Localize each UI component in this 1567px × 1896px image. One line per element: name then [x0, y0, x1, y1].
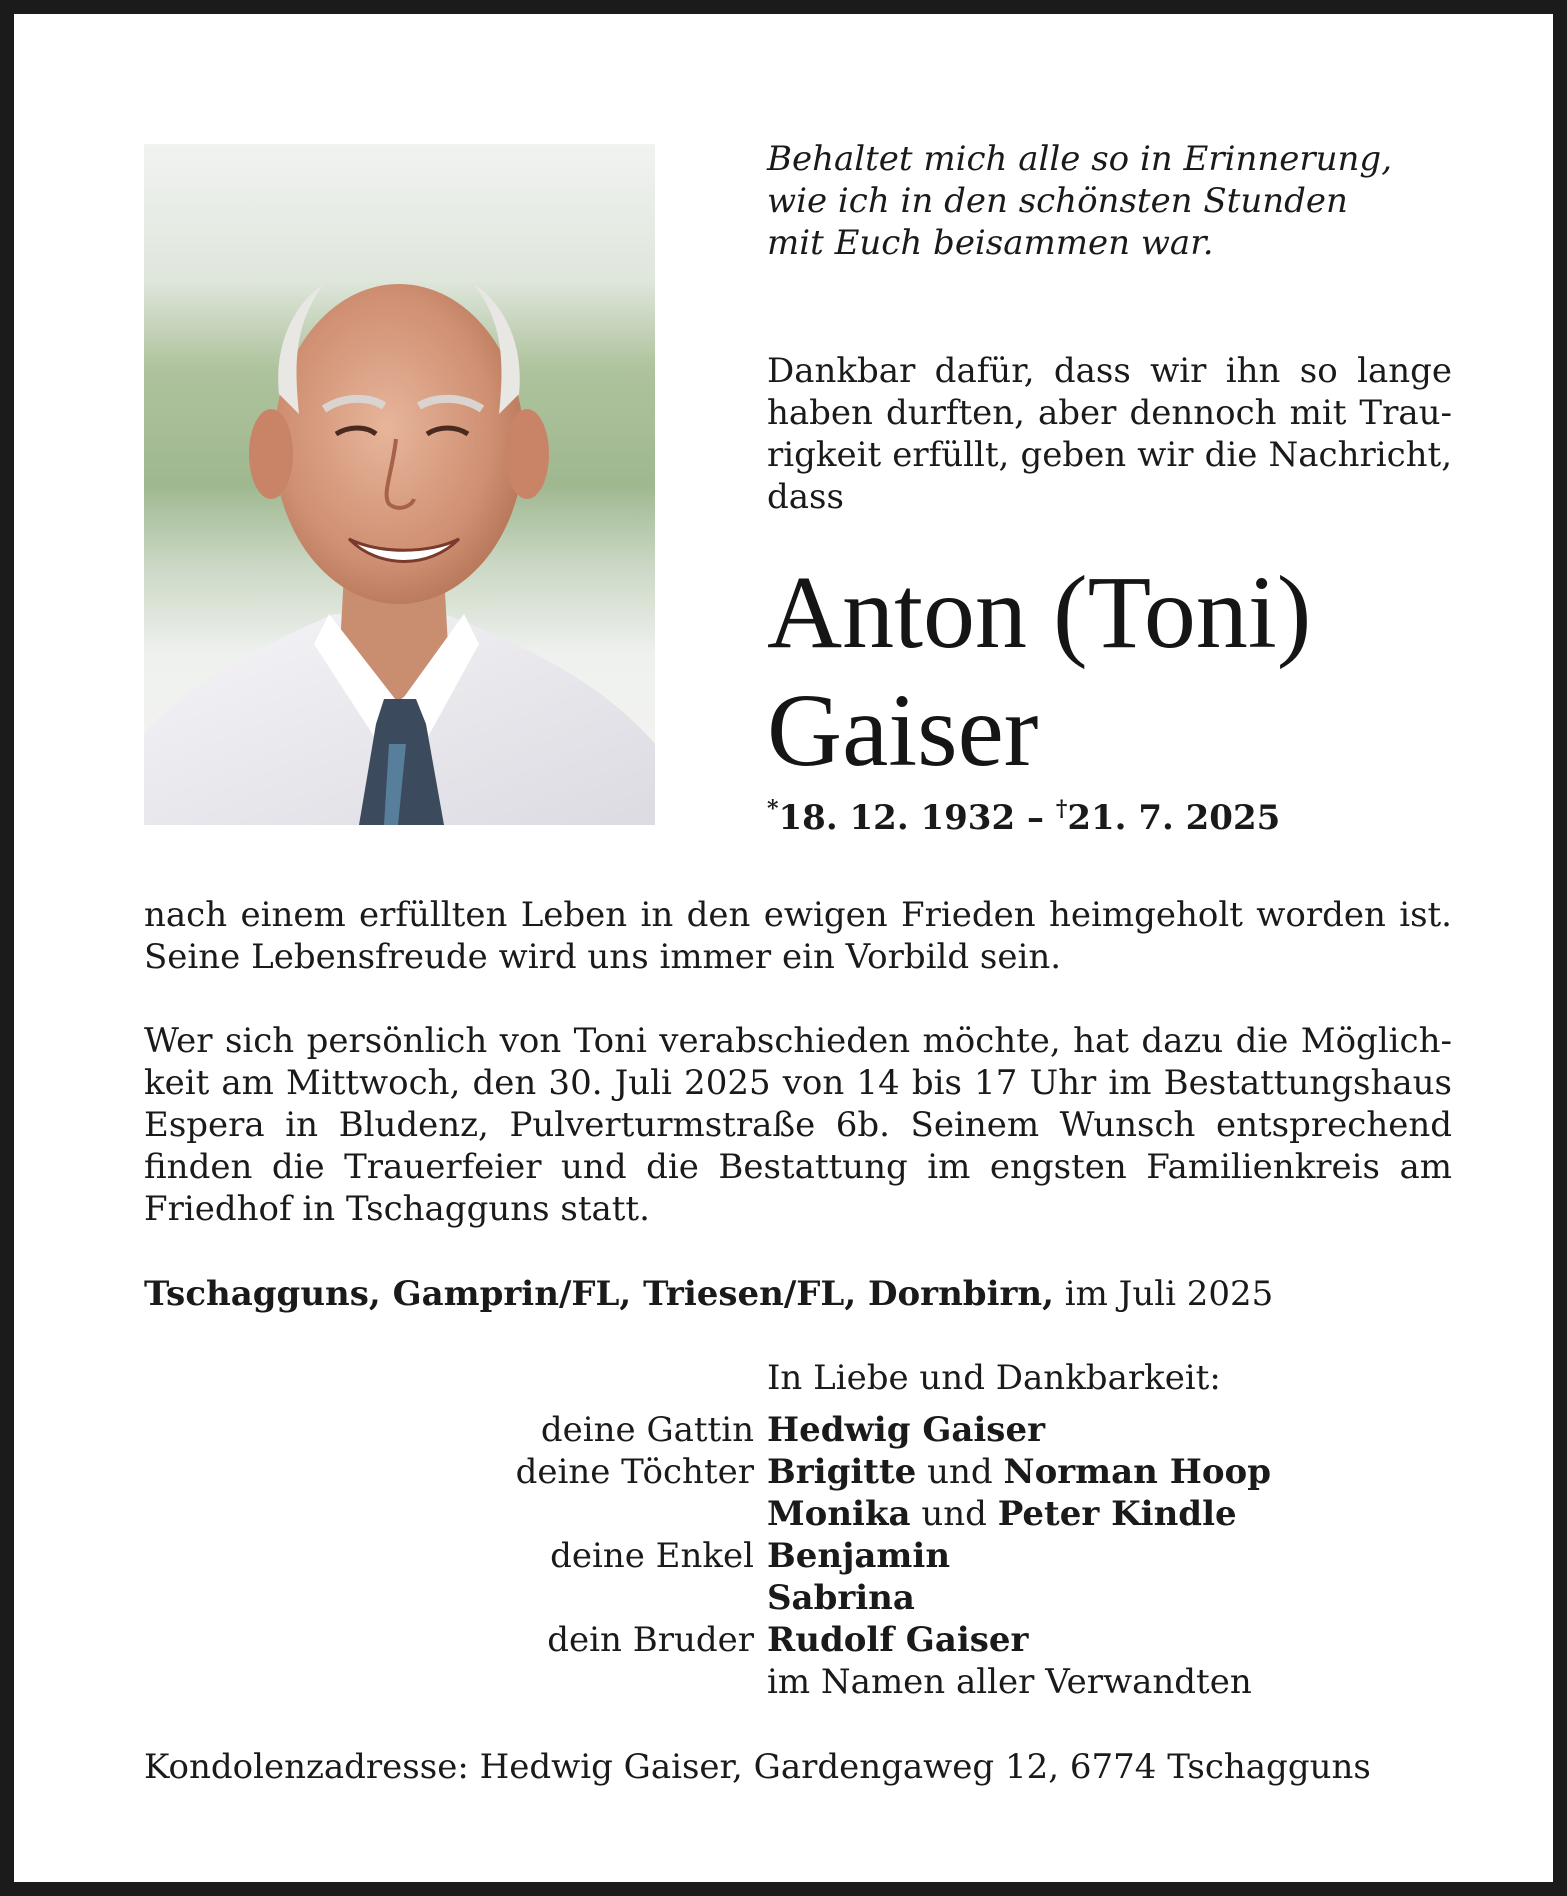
month-year: im Juli 2025	[1053, 1274, 1274, 1314]
birth-mark: *	[767, 796, 779, 822]
family-names	[767, 1494, 1237, 1534]
body-line: Seine Lebensfreude wird uns immer ein Vorbild sein.	[144, 937, 1062, 977]
intro-line: haben durften, aber dennoch mit Trau-	[767, 393, 1452, 433]
family-name: Monika	[767, 1494, 911, 1534]
family-name: Peter Kindle	[997, 1494, 1237, 1534]
place-date-line	[144, 1274, 1273, 1314]
deceased-name-line2: Gaiser	[767, 673, 1039, 788]
family-name: Benjamin	[767, 1536, 951, 1576]
family-name: Rudolf Gaiser	[767, 1620, 1029, 1660]
body-paragraph-1	[144, 894, 1452, 978]
quote-line: mit Euch beisammen war.	[767, 223, 1214, 263]
announcement-intro	[767, 350, 1452, 518]
body-line: finden die Trauerfeier und die Bestattung im engsten Familienkreis am	[144, 1147, 1452, 1187]
family-names	[767, 1452, 1271, 1492]
body-line: Wer sich persönlich von Toni verabschieden möchte, hat dazu die Möglich-	[144, 1021, 1452, 1061]
birth-date: 18. 12. 1932	[778, 798, 1016, 838]
family-row	[14, 1494, 1567, 1536]
quote-line: Behaltet mich alle so in Erinnerung,	[767, 139, 1392, 179]
family-conjunction: und	[910, 1494, 998, 1534]
family-relation: deine Töchter	[515, 1452, 754, 1492]
family-closing: im Namen aller Verwandten	[767, 1662, 1252, 1702]
portrait-photo	[144, 144, 655, 825]
signoff: In Liebe und Dankbarkeit:	[767, 1358, 1221, 1398]
family-conjunction: und	[916, 1452, 1004, 1492]
memorial-quote	[767, 138, 1487, 264]
family-names	[767, 1578, 915, 1618]
death-date: 21. 7. 2025	[1067, 798, 1281, 838]
family-name: Norman Hoop	[1003, 1452, 1271, 1492]
intro-line: Dankbar dafür, dass wir ihn so lange	[767, 351, 1452, 391]
family-row	[14, 1662, 1567, 1704]
body-line: nach einem erfüllten Leben in den ewigen Frieden heimgeholt worden ist.	[144, 895, 1452, 935]
intro-line: dass	[767, 477, 844, 517]
body-paragraph-2	[144, 1020, 1452, 1230]
death-mark: †	[1055, 796, 1068, 822]
family-names	[767, 1410, 1045, 1450]
date-separator: –	[1015, 798, 1056, 838]
body-line: Friedhof in Tschagguns statt.	[144, 1189, 650, 1229]
family-names	[767, 1536, 950, 1576]
intro-line: rigkeit erfüllt, geben wir die Nachricht,	[767, 435, 1452, 475]
deceased-name	[767, 554, 1487, 790]
family-list	[14, 1410, 1567, 1704]
family-row	[14, 1452, 1567, 1494]
portrait-illustration	[144, 144, 655, 825]
condolence-address: Kondolenzadresse: Hedwig Gaiser, Gardengaweg 12, 6774 Tschagguns	[144, 1747, 1371, 1787]
family-names	[767, 1620, 1028, 1660]
family-name: Sabrina	[767, 1578, 915, 1618]
family-row	[14, 1410, 1567, 1452]
family-row	[14, 1536, 1567, 1578]
deceased-name-line1: Anton (Toni)	[767, 555, 1312, 670]
family-relation: dein Bruder	[547, 1620, 754, 1660]
body-line: Espera in Bludenz, Pulverturmstraße 6b. Seinem Wunsch entsprechend	[144, 1105, 1452, 1145]
quote-line: wie ich in den schönsten Stunden	[767, 181, 1348, 221]
family-row	[14, 1578, 1567, 1620]
family-row	[14, 1620, 1567, 1662]
places-list: Tschagguns, Gamprin/FL, Triesen/FL, Dornbirn,	[144, 1274, 1054, 1314]
body-line: keit am Mittwoch, den 30. Juli 2025 von 14 bis 17 Uhr im Bestattungshaus	[144, 1063, 1452, 1103]
family-name: Hedwig Gaiser	[767, 1410, 1045, 1450]
family-name: Brigitte	[767, 1452, 917, 1492]
family-relation: deine Enkel	[550, 1536, 754, 1576]
family-relation: deine Gattin	[540, 1410, 754, 1450]
life-dates	[767, 796, 1280, 838]
